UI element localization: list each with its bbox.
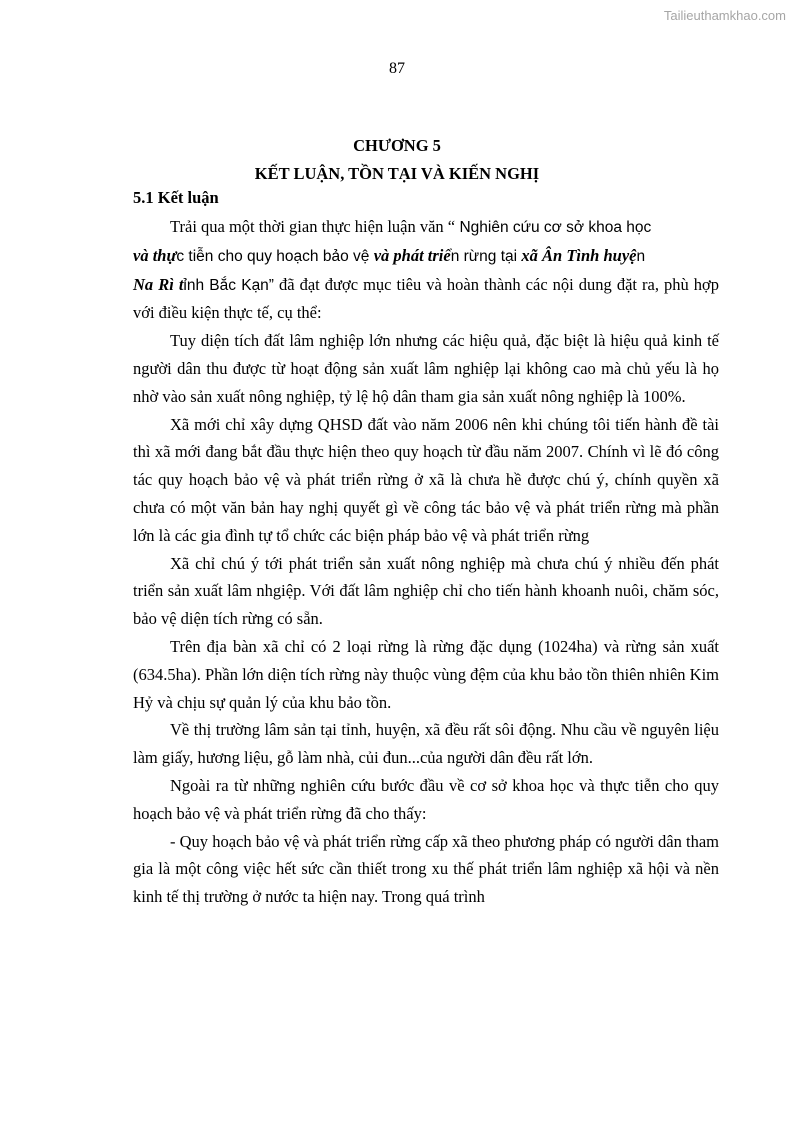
thesis-title: và phát triể	[373, 245, 451, 265]
paragraph: Trên địa bàn xã chỉ có 2 loại rừng là rừng đặc dụng (1024ha) và rừng sản xuất (634.5ha). Phần lớn diện tích rừng này thuộc vùng đệm của khu bảo tồn thiên nhiên Kim Hỷ và chịu sự quản lý của khu bảo tồn.	[133, 636, 719, 712]
thesis-title: c tiễn cho quy hoạch bảo vệ	[176, 247, 374, 265]
section-title: 5.1 Kết luận	[133, 188, 219, 207]
paragraph: Xã chỉ chú ý tới phát triển sản xuất nông nghiệp mà chưa chú ý nhiều đến phát triển sản xuất lâm nhgiệp. Với đất lâm nghiệp chỉ cho tiến hành khoanh nuôi, chăm sóc, bảo vệ diện tích rừng có sẵn.	[133, 553, 719, 629]
thesis-title: xã Ân Tình huyệ	[521, 245, 637, 265]
thesis-title: Na Rì t	[133, 274, 184, 294]
intro-text: Trải qua một thời gian thực hiện luận văn “	[170, 217, 456, 236]
chapter-heading	[0, 132, 794, 188]
paragraph: - Quy hoạch bảo vệ và phát triển rừng cấp xã theo phương pháp có người dân tham gia là một công việc hết sức cần thiết trong xu thế phát triển lâm nghiệp xã hội và nền kinh tế thị trường ở nước ta hiện nay. Trong quá trình	[133, 831, 719, 907]
chapter-number: CHƯƠNG 5	[353, 136, 441, 155]
intro-text: đã đạt được mục tiêu và hoàn thành các nội dung đặt ra, phù hợp với điều kiện thực tế, cụ thể:	[133, 274, 719, 323]
document-body	[133, 213, 719, 911]
thesis-title: n rừng tại	[450, 247, 522, 265]
thesis-title: Nghiên cứu cơ sở khoa học	[455, 219, 652, 236]
thesis-title: và thự	[133, 245, 177, 265]
paragraph: Tuy diện tích đất lâm nghiệp lớn nhưng các hiệu quả, đặc biệt là hiệu quả kinh tế người dân thu được từ hoạt động sản xuất lâm nghiệp lại không cao mà chủ yếu là họ nhờ vào sản xuất nông nghiệp, tỷ lệ hộ dân tham gia sản xuất nông nghiệp là 100%.	[133, 331, 719, 406]
thesis-title: n	[636, 247, 646, 265]
thesis-title: ỉnh Bắc Kạn”	[183, 276, 274, 294]
intro-paragraph	[133, 213, 719, 327]
watermark: Tailieuthamkhao.com	[663, 8, 786, 23]
page-number: 87	[389, 60, 405, 77]
paragraph: Xã mới chỉ xây dựng QHSD đất vào năm 2006 nên khi chúng tôi tiến hành đề tài thì xã mới đang bắt đầu thực hiện theo quy hoạch từ đầu năm 2007. Chính vì lẽ đó công tác quy hoạch bảo vệ và phát triển rừng ở xã là chưa hề được chú ý, chính quyền xã chưa có một văn bản hay nghị quyết gì về công tác bảo vệ và phát triển rừng mà phần lớn là các gia đình tự tổ chức các biện pháp bảo vệ và phát triển rừng	[133, 414, 719, 545]
paragraph: Về thị trường lâm sản tại tỉnh, huyện, xã đều rất sôi động. Nhu cầu về nguyên liệu làm giấy, hương liệu, gỗ làm nhà, củi đun...của người dân đều rất lớn.	[133, 720, 719, 768]
paragraph: Ngoài ra từ những nghiên cứu bước đầu về cơ sở khoa học và thực tiễn cho quy hoạch bảo vệ và phát triển rừng đã cho thấy:	[133, 775, 719, 823]
chapter-title: KẾT LUẬN, TỒN TẠI VÀ KIẾN NGHỊ	[254, 164, 540, 183]
